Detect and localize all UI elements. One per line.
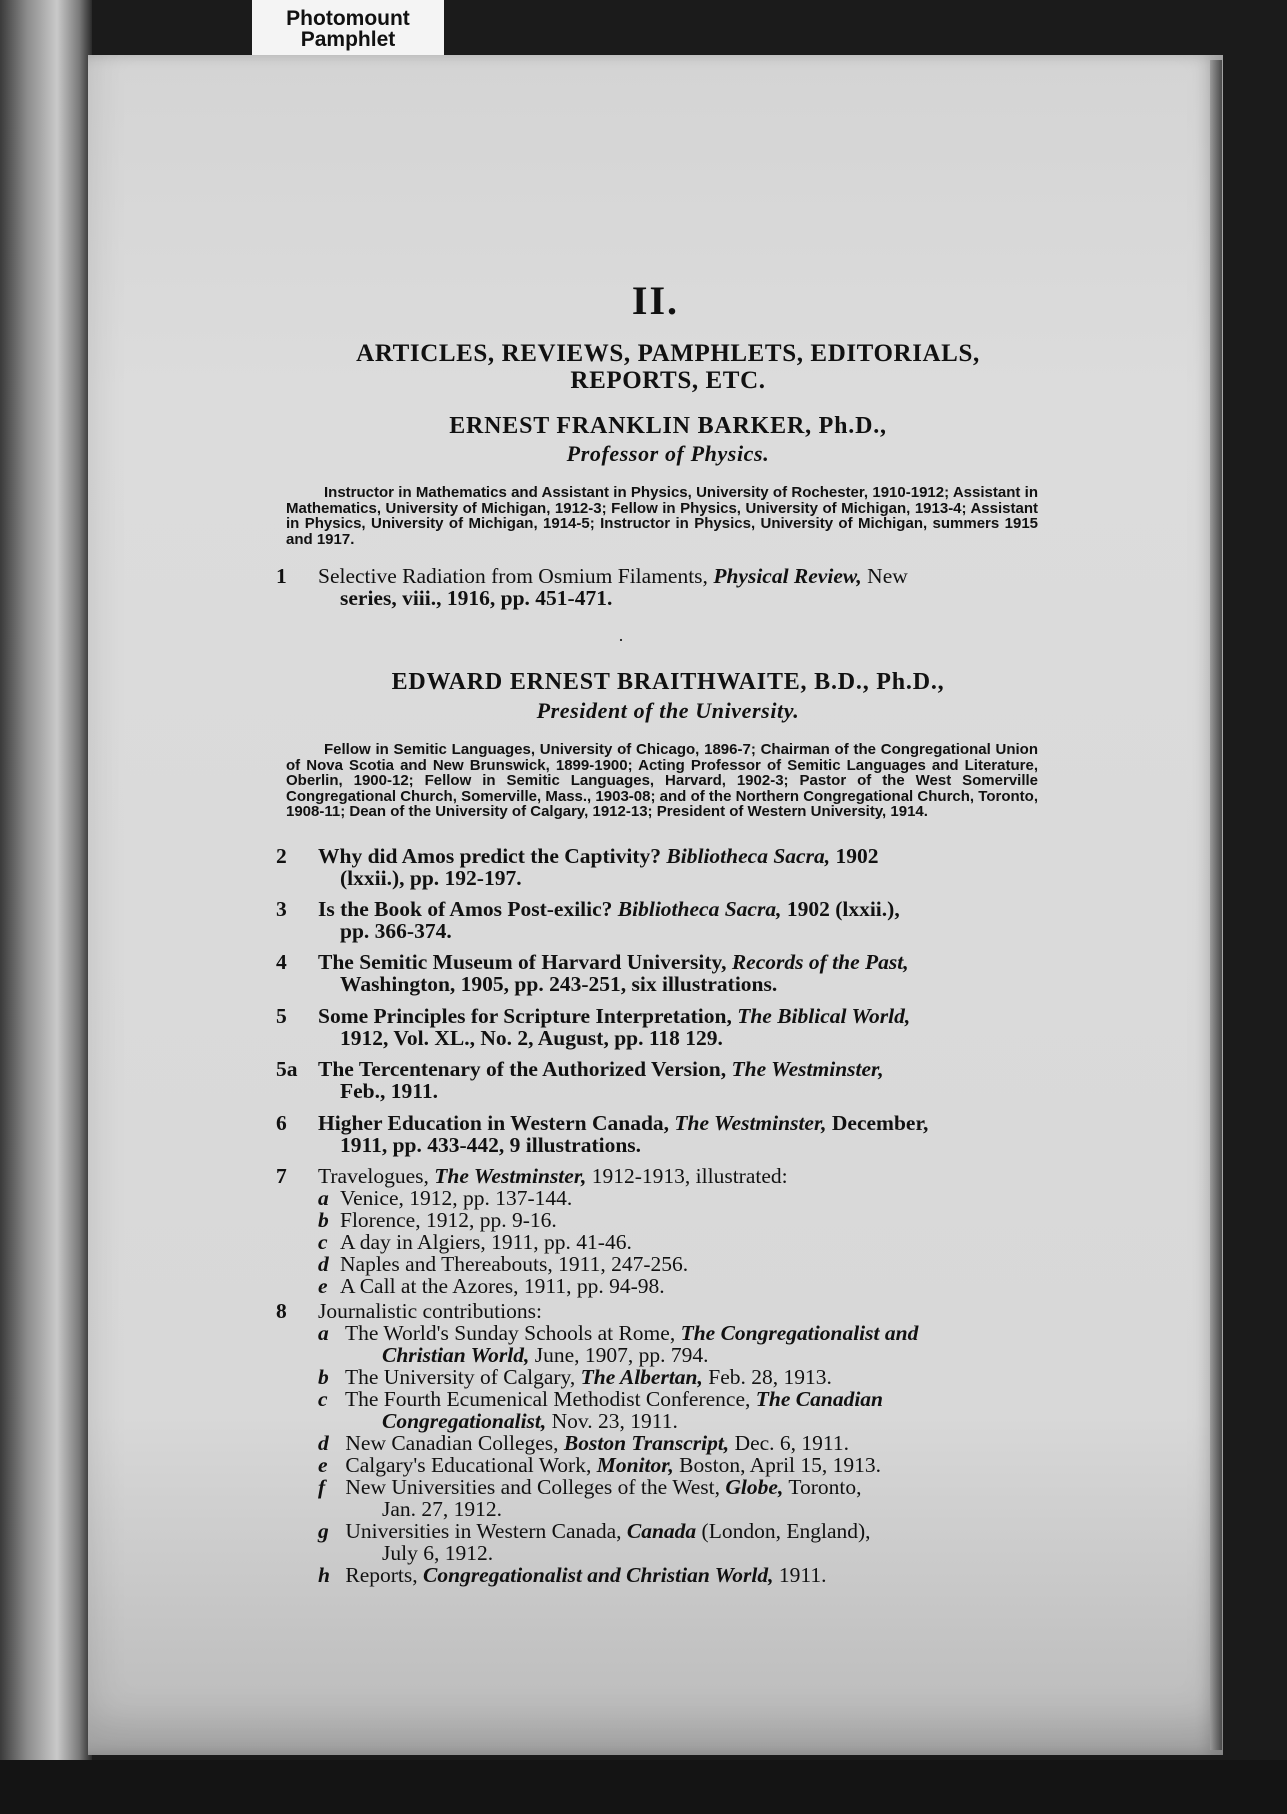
entry-title: Travelogues, xyxy=(318,1164,429,1188)
bibliography-entry xyxy=(276,951,1038,995)
photomount-label xyxy=(252,0,444,56)
sub-item-title: New Universities and Colleges of the West, xyxy=(345,1475,721,1499)
sub-item-letter: f xyxy=(318,1475,326,1499)
entry-publication: The Biblical World, xyxy=(737,1004,911,1028)
sub-item-letter: b xyxy=(318,1365,329,1389)
person-title: President of the University. xyxy=(536,698,800,723)
entry-detail: New xyxy=(867,564,908,588)
sub-item xyxy=(276,1187,1038,1209)
sub-item-publication: The Albertan, xyxy=(580,1365,703,1389)
sub-item-detail: Feb. 28, 1913. xyxy=(708,1365,832,1389)
sub-item-letter: e xyxy=(318,1453,328,1477)
sub-item xyxy=(276,1476,1038,1520)
entry-detail: 1902 (lxxii.), xyxy=(786,897,900,921)
entry-publication: The Westminster, xyxy=(434,1164,587,1188)
sub-item-continuation: Jan. 27, 1912. xyxy=(382,1497,503,1521)
sub-item xyxy=(276,1366,1038,1388)
person-bio: Fellow in Semitic Languages, University of Chicago, 1896-7; Chairman of the Congregational Union of Nova Scotia and New Brunswick, 1899-1900; Acting Professor of Semitic Languages and Literature, Oberlin, 1900-12; Fellow in Semitic Languages, Harvard, 1902-3; Pastor of the West Somerville Congregational Church, Somerville, Mass., 1903-08; and of the Northern Congregational Church, Toronto, 1908-11; Dean of the University of Calgary, 1912-13; President of Western University, 1914. xyxy=(286,741,1038,820)
entry-continuation: series, viii., 1916, pp. 451-471. xyxy=(340,586,613,610)
sub-item-letter: a xyxy=(318,1321,329,1345)
entry-publication: Bibliotheca Sacra, xyxy=(666,844,831,868)
sub-item-text: Naples and Thereabouts, 1911, 247-256. xyxy=(340,1252,689,1276)
entry-number: 7 xyxy=(276,1164,287,1188)
sub-item-detail: (London, England), xyxy=(701,1519,871,1543)
sub-item-letter: a xyxy=(318,1186,329,1210)
sub-item-letter: c xyxy=(318,1230,328,1254)
entry-number: 5 xyxy=(276,1004,287,1028)
sub-item-publication-cont: Christian World, xyxy=(382,1343,530,1367)
person-name: ERNEST FRANKLIN BARKER, Ph.D., xyxy=(449,413,887,439)
sub-item-title: The World's Sunday Schools at Rome, xyxy=(345,1321,676,1345)
sub-item-continuation: July 6, 1912. xyxy=(382,1541,494,1565)
sub-item-publication: Monitor, xyxy=(596,1453,674,1477)
label-line-2: Pamphlet xyxy=(300,28,396,51)
entry-number: 3 xyxy=(276,897,287,921)
bibliography-entry-travelogues xyxy=(276,1165,1038,1297)
section-title-line-1: ARTICLES, REVIEWS, PAMPHLETS, EDITORIALS, xyxy=(356,340,980,367)
sub-item-publication-cont: Congregationalist, xyxy=(382,1409,547,1433)
section-title xyxy=(248,340,1088,394)
bibliography-entry xyxy=(276,1112,1038,1156)
sub-item-title: New Canadian Colleges, xyxy=(345,1431,559,1455)
entry-title: The Tercentenary of the Authorized Version, xyxy=(318,1057,727,1081)
scan-border-bottom xyxy=(0,1760,1287,1814)
sub-item xyxy=(276,1432,1038,1454)
sub-item xyxy=(276,1209,1038,1231)
entry-publication: The Westminster, xyxy=(674,1111,827,1135)
sub-item xyxy=(276,1564,1038,1586)
entry-number: 2 xyxy=(276,844,287,868)
entry-detail: 1912-1913, illustrated: xyxy=(591,1164,788,1188)
entry-publication: Records of the Past, xyxy=(731,950,909,974)
entry-continuation: pp. 366-374. xyxy=(340,919,452,943)
entry-publication: Physical Review, xyxy=(713,564,862,588)
sub-item-title: Reports, xyxy=(345,1563,418,1587)
sub-item-publication: Congregationalist and Christian World, xyxy=(423,1563,774,1587)
sub-item-detail: Nov. 23, 1911. xyxy=(551,1409,678,1433)
sub-item-title: Universities in Western Canada, xyxy=(345,1519,622,1543)
entry-continuation: Feb., 1911. xyxy=(340,1079,438,1103)
bibliography-entry xyxy=(276,565,1038,609)
page-mark: · xyxy=(618,630,624,650)
person-title: Professor of Physics. xyxy=(566,441,770,466)
sub-item-text: A Call at the Azores, 1911, pp. 94-98. xyxy=(340,1274,665,1298)
sub-item-letter: d xyxy=(318,1252,329,1276)
sub-item xyxy=(276,1520,1038,1564)
sub-item-letter: c xyxy=(318,1387,328,1411)
label-line-1: Photomount xyxy=(286,7,410,30)
sub-item-title: The Fourth Ecumenical Methodist Conference, xyxy=(345,1387,751,1411)
sub-item xyxy=(276,1253,1038,1275)
sub-item-title: The University of Calgary, xyxy=(345,1365,576,1389)
entry-publication: Bibliotheca Sacra, xyxy=(617,897,782,921)
sub-item-detail: Dec. 6, 1911. xyxy=(734,1431,850,1455)
entry-number: 4 xyxy=(276,950,287,974)
sub-item-publication: The Congregationalist and xyxy=(680,1321,919,1345)
sub-item xyxy=(276,1322,1038,1366)
sub-item-detail: 1911. xyxy=(778,1563,827,1587)
entry-title: Higher Education in Western Canada, xyxy=(318,1111,670,1135)
sub-item-detail: June, 1907, pp. 794. xyxy=(534,1343,709,1367)
person-bio: Instructor in Mathematics and Assistant in Physics, University of Rochester, 1910-1912; Assistant in Mathematics, University of Michigan, 1912-3; Fellow in Physics, University of Michigan, 1913-4; Assistant in Physics, University of Michigan, 1914-5; Instructor in Physics, University of Michigan, summers 1915 and 1917. xyxy=(286,484,1038,548)
section-number: II. xyxy=(631,278,680,323)
sub-item-publication: Globe, xyxy=(725,1475,784,1499)
sub-item-text: A day in Algiers, 1911, pp. 41-46. xyxy=(340,1230,632,1254)
sub-item-publication: Canada xyxy=(626,1519,697,1543)
sub-item xyxy=(276,1388,1038,1432)
sub-item xyxy=(276,1454,1038,1476)
entry-title: Some Principles for Scripture Interpretation, xyxy=(318,1004,732,1028)
entry-title: Why did Amos predict the Captivity? xyxy=(318,844,662,868)
person-name: EDWARD ERNEST BRAITHWAITE, B.D., Ph.D., xyxy=(391,669,945,695)
entry-detail: December, xyxy=(831,1111,929,1135)
entry-number: 8 xyxy=(276,1299,287,1323)
sub-item xyxy=(276,1275,1038,1297)
sub-item-detail: Boston, April 15, 1913. xyxy=(679,1453,882,1477)
entry-continuation: 1911, pp. 433-442, 9 illustrations. xyxy=(340,1133,642,1157)
entry-number: 6 xyxy=(276,1111,287,1135)
bibliography-entry xyxy=(276,898,1038,942)
sub-item-letter: d xyxy=(318,1431,329,1455)
entry-number: 1 xyxy=(276,564,287,588)
entry-publication: The Westminster, xyxy=(731,1057,884,1081)
section-title-line-2: REPORTS, ETC. xyxy=(570,367,766,394)
bibliography-entry-journalistic xyxy=(276,1300,1038,1586)
sub-item-publication: The Canadian xyxy=(755,1387,884,1411)
entry-continuation: 1912, Vol. XL., No. 2, August, pp. 118 129. xyxy=(340,1026,723,1050)
page-edge-shadow xyxy=(1210,60,1222,1750)
bibliography-entry xyxy=(276,845,1038,889)
bibliography-entry xyxy=(276,1058,1038,1102)
document-page xyxy=(88,55,1223,1755)
bibliography-entry xyxy=(276,1005,1038,1049)
sub-item-publication: Boston Transcript, xyxy=(563,1431,730,1455)
entry-title: The Semitic Museum of Harvard University, xyxy=(318,950,727,974)
sub-item-letter: h xyxy=(318,1563,330,1587)
sub-item-text: Florence, 1912, pp. 9-16. xyxy=(340,1208,557,1232)
entry-number: 5a xyxy=(276,1057,298,1081)
scan-border-left xyxy=(0,0,92,1814)
sub-item-title: Calgary's Educational Work, xyxy=(345,1453,592,1477)
sub-item xyxy=(276,1231,1038,1253)
sub-item-letter: g xyxy=(318,1519,329,1543)
sub-item-text: Venice, 1912, pp. 137-144. xyxy=(340,1186,573,1210)
entry-continuation: Washington, 1905, pp. 243-251, six illustrations. xyxy=(340,972,778,996)
sub-item-detail: Toronto, xyxy=(788,1475,862,1499)
entry-title: Selective Radiation from Osmium Filaments, xyxy=(318,564,708,588)
entry-title: Is the Book of Amos Post-exilic? xyxy=(318,897,613,921)
sub-item-letter: e xyxy=(318,1274,328,1298)
sub-item-letter: b xyxy=(318,1208,329,1232)
entry-continuation: (lxxii.), pp. 192-197. xyxy=(340,866,522,890)
entry-title: Journalistic contributions: xyxy=(318,1299,542,1323)
entry-detail: 1902 xyxy=(835,844,879,868)
